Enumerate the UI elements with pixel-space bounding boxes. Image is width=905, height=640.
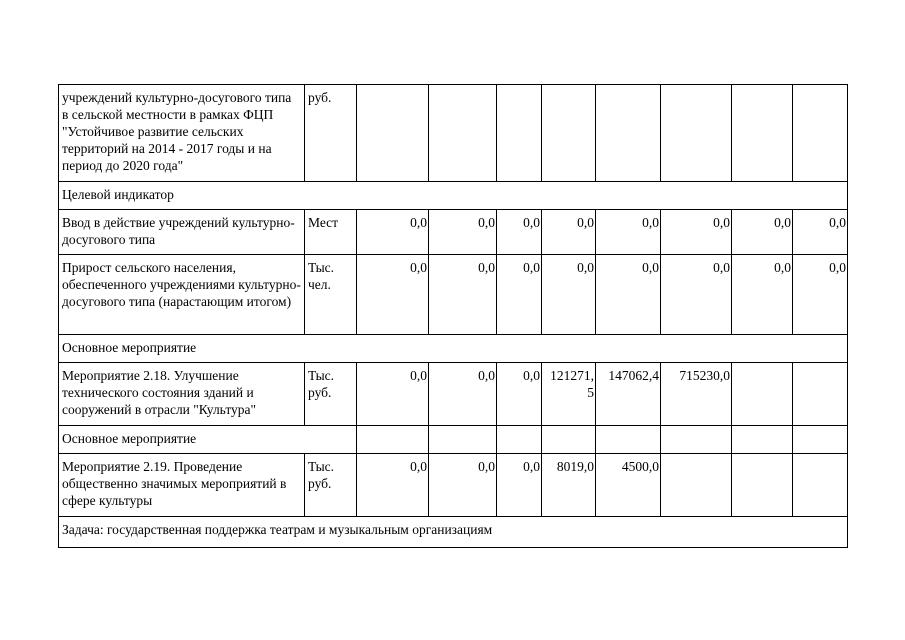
value-cell: 0,0	[596, 255, 661, 335]
value-cell	[429, 426, 497, 454]
value-cell	[542, 85, 596, 182]
value-cell	[732, 363, 793, 426]
table-row	[59, 85, 848, 182]
row-name-cell: Прирост сельского населения, обеспеченного учреждениями культурно-досугового типа (нарастающим итогом)	[59, 255, 305, 335]
value-cell	[429, 85, 497, 182]
value-cell: 0,0	[732, 255, 793, 335]
value-cell	[357, 426, 429, 454]
value-cell: 0,0	[357, 454, 429, 517]
value-cell	[732, 426, 793, 454]
value-cell	[596, 426, 661, 454]
section-row	[59, 517, 848, 548]
value-cell: 0,0	[497, 255, 542, 335]
row-name-cell: учреждений культурно-досугового типа в сельской местности в рамках ФЦП "Устойчивое развитие сельских территорий на 2014 - 2017 годы и на период до 2020 года"	[59, 85, 305, 182]
value-cell: 8019,0	[542, 454, 596, 517]
value-cell: 147062,4	[596, 363, 661, 426]
value-cell: 0,0	[661, 210, 732, 255]
value-cell: 0,0	[497, 363, 542, 426]
value-cell	[732, 85, 793, 182]
value-cell: 0,0	[429, 210, 497, 255]
value-cell	[497, 85, 542, 182]
value-cell: 0,0	[429, 255, 497, 335]
unit-cell: Мест	[305, 210, 357, 255]
value-cell: 0,0	[429, 454, 497, 517]
value-cell: 0,0	[357, 210, 429, 255]
table-row	[59, 210, 848, 255]
value-cell: 0,0	[793, 210, 848, 255]
value-cell	[542, 426, 596, 454]
value-cell	[661, 426, 732, 454]
value-cell: 0,0	[661, 255, 732, 335]
row-name-cell: Ввод в действие учреждений культурно-досугового типа	[59, 210, 305, 255]
section-heading: Основное мероприятие	[59, 335, 848, 363]
value-cell: 0,0	[357, 363, 429, 426]
unit-cell: Тыс. руб.	[305, 454, 357, 517]
value-cell	[661, 454, 732, 517]
value-cell	[596, 85, 661, 182]
value-cell	[793, 363, 848, 426]
value-cell: 0,0	[732, 210, 793, 255]
value-cell: 4500,0	[596, 454, 661, 517]
value-cell: 121271,5	[542, 363, 596, 426]
unit-cell: Тыс. чел.	[305, 255, 357, 335]
value-cell: 0,0	[542, 255, 596, 335]
table-row	[59, 454, 848, 517]
table-row	[59, 255, 848, 335]
value-cell: 0,0	[596, 210, 661, 255]
unit-cell: Тыс. руб.	[305, 363, 357, 426]
value-cell: 0,0	[542, 210, 596, 255]
value-cell	[661, 85, 732, 182]
section-heading: Задача: государственная поддержка театрам и музыкальным организациям	[59, 517, 848, 548]
section-heading: Целевой индикатор	[59, 182, 848, 210]
value-cell: 0,0	[793, 255, 848, 335]
row-name-cell: Мероприятие 2.18. Улучшение технического состояния зданий и сооружений в отрасли "Культура"	[59, 363, 305, 426]
value-cell	[357, 85, 429, 182]
indicators-table	[58, 84, 848, 548]
value-cell	[497, 426, 542, 454]
value-cell: 715230,0	[661, 363, 732, 426]
section-row	[59, 182, 848, 210]
table-row	[59, 363, 848, 426]
value-cell: 0,0	[497, 210, 542, 255]
value-cell	[732, 454, 793, 517]
row-name-cell: Мероприятие 2.19. Проведение общественно значимых мероприятий в сфере культуры	[59, 454, 305, 517]
value-cell: 0,0	[497, 454, 542, 517]
section-row	[59, 335, 848, 363]
unit-cell: руб.	[305, 85, 357, 182]
value-cell	[793, 454, 848, 517]
value-cell: 0,0	[357, 255, 429, 335]
value-cell	[793, 85, 848, 182]
value-cell	[793, 426, 848, 454]
section-heading: Основное мероприятие	[59, 426, 357, 454]
section-row	[59, 426, 848, 454]
value-cell: 0,0	[429, 363, 497, 426]
